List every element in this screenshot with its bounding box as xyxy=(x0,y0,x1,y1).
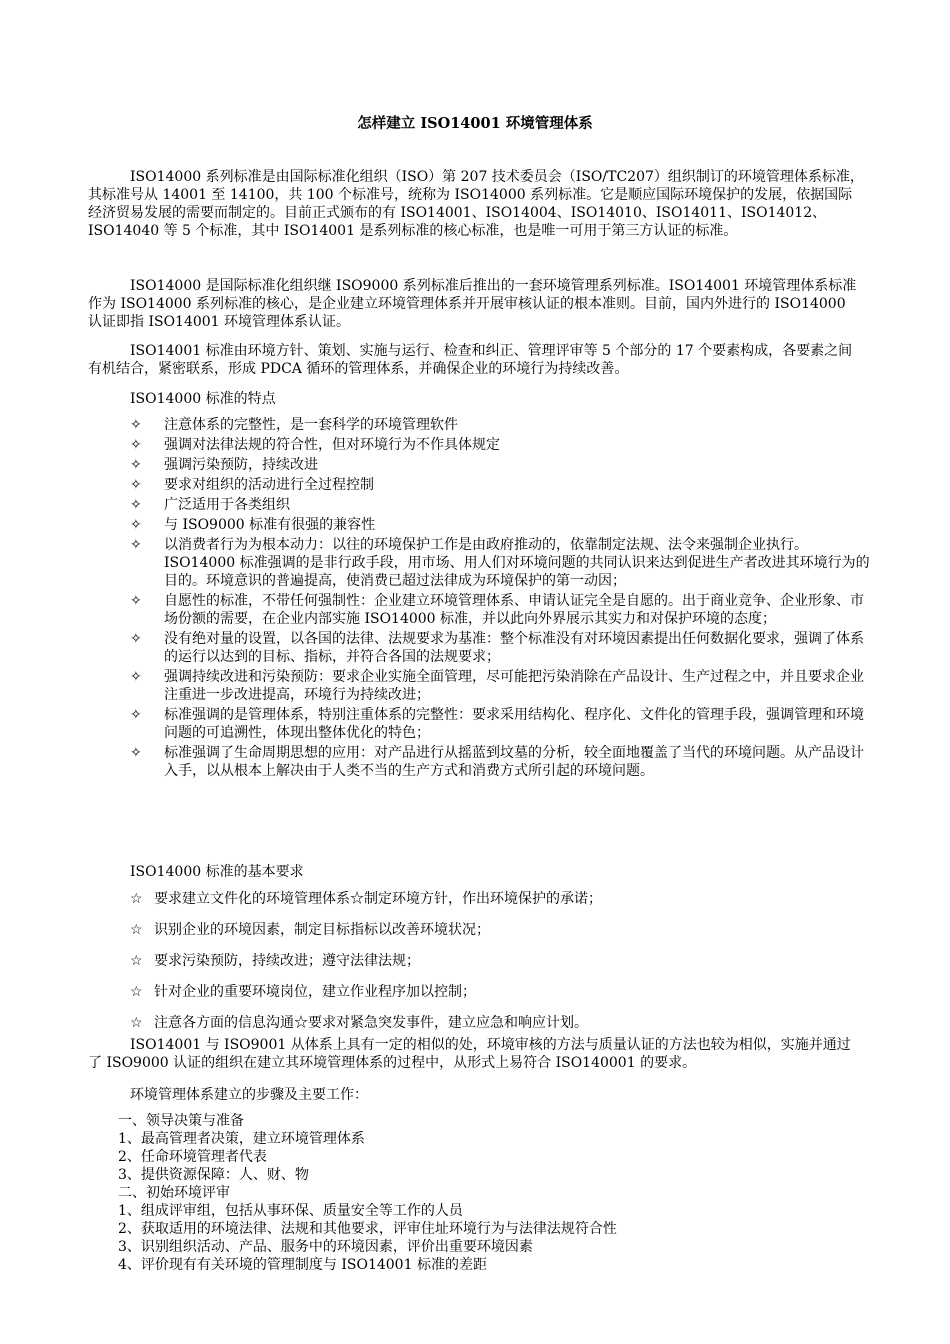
list-item: 一、领导决策与准备 xyxy=(118,1113,244,1129)
diamond-bullet-icon: ✧ xyxy=(130,497,142,513)
list-item: 2、任命环境管理者代表 xyxy=(118,1149,267,1165)
star-bullet-icon: ☆ xyxy=(130,953,143,969)
star-bullet-icon: ☆ xyxy=(130,891,143,907)
diamond-bullet-icon: ✧ xyxy=(130,417,142,433)
paragraph-comparison: ISO14001 与 ISO9001 从体系上具有一定的相似的处，环境审核的方法与质量认证的方法也较为相似，实施并通过了 ISO9000 认证的组织在建立其环境管理体系的过程中，从形式上易符合 ISO140001 的要求。 xyxy=(88,1037,851,1071)
star-bullet-icon: ☆ xyxy=(130,984,143,1000)
diamond-bullet-icon: ✧ xyxy=(130,745,142,761)
list-item: 二、初始环境评审 xyxy=(118,1185,230,1201)
paragraph-iso14000: ISO14000 是国际标准化组织继 ISO9000 系列标准后推出的一套环境管理系列标准。ISO14001 环境管理体系标准作为 ISO14000 系列标准的核心，是企业建立环境管理体系并开展审核认证的根本准则。目前，国内外进行的 ISO14000 认证即指 ISO14001 环境管理体系认证。 xyxy=(88,278,857,330)
star-bullet-icon: ☆ xyxy=(130,922,143,938)
list-item: 3、识别组织活动、产品、服务中的环境因素，评价出重要环境因素 xyxy=(118,1239,533,1255)
list-item: 1、最高管理者决策，建立环境管理体系 xyxy=(118,1131,365,1147)
diamond-bullet-icon: ✧ xyxy=(130,669,142,685)
list-item: ☆ 要求建立文件化的环境管理体系☆制定环境方针，作出环境保护的承诺； xyxy=(130,891,602,907)
steps-list xyxy=(118,1112,878,1274)
list-item: 3、提供资源保障：人、财、物 xyxy=(118,1167,309,1183)
list-item: ✧ 标准强调的是管理体系，特别注重体系的完整性：要求采用结构化、程序化、文件化的管理手段，强调管理和环境问题的可追溯性，体现出整体优化的特色； xyxy=(130,707,864,741)
list-item: ✧ 强调持续改进和污染预防：要求企业实施全面管理，尽可能把污染消除在产品设计、生产过程之中，并且要求企业注重进一步改进提高，环境行为持续改进； xyxy=(130,669,864,703)
diamond-bullet-icon: ✧ xyxy=(130,707,142,723)
list-item: ✧ 广泛适用于各类组织 xyxy=(130,497,290,513)
requirements-heading: ISO14000 标准的基本要求 xyxy=(130,864,304,880)
features-heading: ISO14000 标准的特点 xyxy=(130,391,276,407)
diamond-bullet-icon: ✧ xyxy=(130,517,142,533)
list-item: ✧ 注意体系的完整性，是一套科学的环境管理软件 xyxy=(130,417,458,433)
list-item: ☆ 要求污染预防，持续改进；遵守法律法规； xyxy=(130,953,420,969)
list-item: ✧ 自愿性的标准，不带任何强制性：企业建立环境管理体系、申请认证完全是自愿的。出于商业竞争、企业形象、市场份额的需要，在企业内部实施 ISO14000 标准，并以此向外界展示其实力和对保护环境的态度； xyxy=(130,593,864,627)
list-item: ☆ 识别企业的环境因素，制定目标指标以改善环境状况； xyxy=(130,922,490,938)
diamond-bullet-icon: ✧ xyxy=(130,631,142,647)
list-item: 4、评价现有有关环境的管理制度与 ISO14001 标准的差距 xyxy=(118,1257,487,1273)
document-title: 怎样建立 ISO14001 环境管理体系 xyxy=(357,115,593,132)
diamond-bullet-icon: ✧ xyxy=(130,477,142,493)
list-item: ☆ 针对企业的重要环境岗位，建立作业程序加以控制； xyxy=(130,984,476,1000)
steps-heading: 环境管理体系建立的步骤及主要工作： xyxy=(130,1087,368,1103)
list-item: ✧ 与 ISO9000 标准有很强的兼容性 xyxy=(130,517,376,533)
paragraph-iso14001: ISO14001 标准由环境方针、策划、实施与运行、检查和纠正、管理评审等 5 个部分的 17 个要素构成，各要素之间有机结合，紧密联系，形成 PDCA 循环的管理体系，并确保企业的环境行为持续改善。 xyxy=(88,343,853,377)
list-item: ✧ 没有绝对量的设置，以各国的法律、法规要求为基准：整个标准没有对环境因素提出任何数据化要求，强调了体系的运行以达到的目标、指标，并符合各国的法规要求； xyxy=(130,631,864,665)
list-item: ✧ 强调对法律法规的符合性，但对环境行为不作具体规定 xyxy=(130,437,500,453)
diamond-bullet-icon: ✧ xyxy=(130,457,142,473)
features-list xyxy=(130,416,870,782)
list-item: 2、获取适用的环境法律、法规和其他要求，评审住址环境行为与法律法规符合性 xyxy=(118,1221,617,1237)
star-bullet-icon: ☆ xyxy=(130,1015,143,1031)
list-item: 1、组成评审组，包括从事环保、质量安全等工作的人员 xyxy=(118,1203,463,1219)
list-item: ✧ 强调污染预防，持续改进 xyxy=(130,457,318,473)
list-item: ✧ 标准强调了生命周期思想的应用：对产品进行从摇蓝到坟墓的分析，较全面地覆盖了当代的环境问题。从产品设计入手，以从根本上解决由于人类不当的生产方式和消费方式所引起的环境问题。 xyxy=(130,745,864,779)
paragraph-intro: ISO14000 系列标准是由国际标准化组织（ISO）第 207 技术委员会（ISO/TC207）组织制订的环境管理体系标准，其标准号从 14001 至 14100，共 100 个标准号，统称为 ISO14000 系列标准。它是顺应国际环境保护的发展，依据国际经济贸易发展的需要而制定的。目前正式颁布的有 ISO14001、ISO14004、ISO14010、ISO14011、ISO14012、ISO14040 等 5 个标准，其中 ISO14001 是系列标准的核心标准，也是唯一可用于第三方认证的标准。 xyxy=(88,169,864,239)
diamond-bullet-icon: ✧ xyxy=(130,437,142,453)
list-item: ✧ 要求对组织的活动进行全过程控制 xyxy=(130,477,374,493)
list-item: ☆ 注意各方面的信息沟通☆要求对紧急突发事件，建立应急和响应计划。 xyxy=(130,1015,588,1031)
list-item: ✧ 以消费者行为为根本动力：以往的环境保护工作是由政府推动的，依靠制定法规、法令来强制企业执行。ISO14000 标准强调的是非行政手段，用市场、用人们对环境问题的共同认识来达到促进生产者改进其环境行为的目的。环境意识的普遍提高，使消费已超过法律成为环境保护的第一动因； xyxy=(130,537,870,589)
diamond-bullet-icon: ✧ xyxy=(130,537,142,553)
requirements-list xyxy=(130,890,870,1045)
diamond-bullet-icon: ✧ xyxy=(130,593,142,609)
